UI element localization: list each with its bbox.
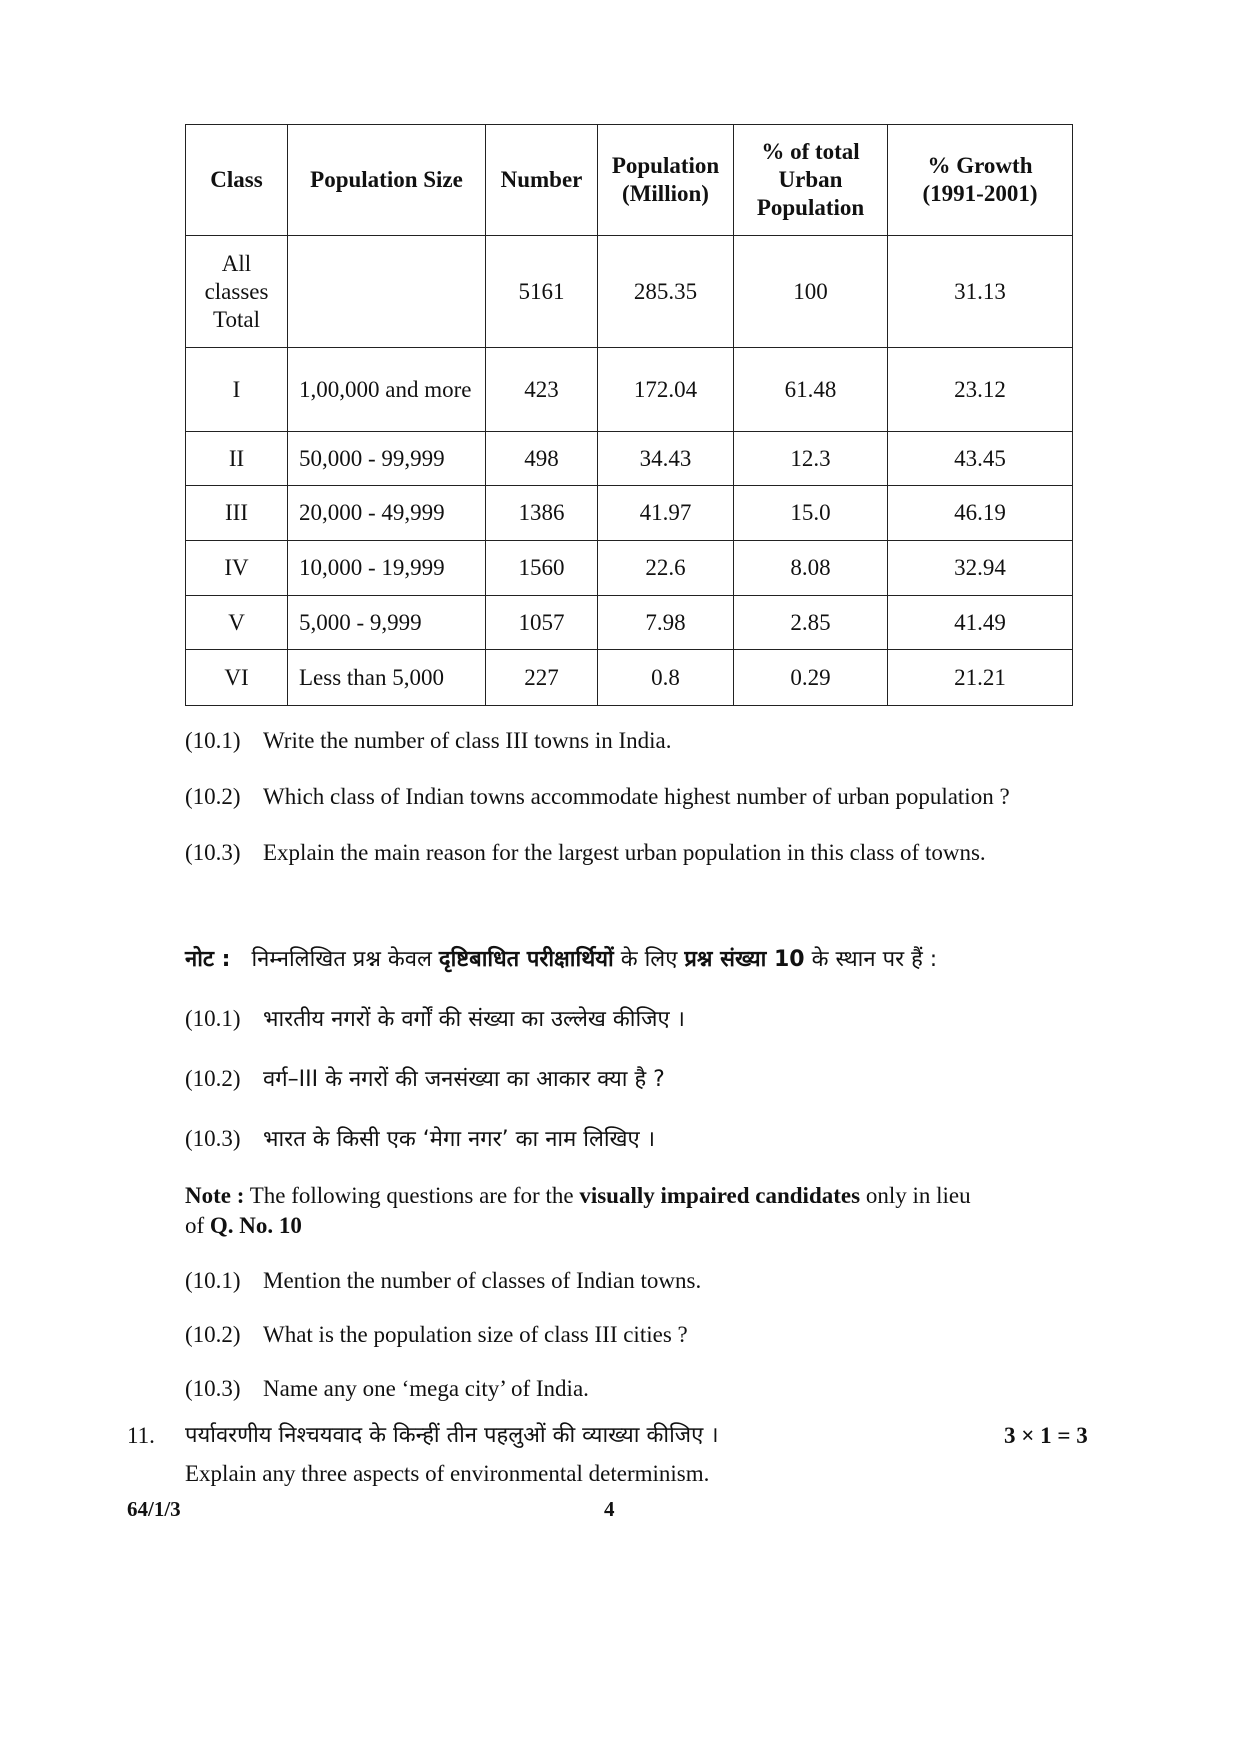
- english-note-label: Note :: [185, 1183, 245, 1208]
- table-row: [186, 486, 1073, 541]
- question-number: (10.2): [185, 1066, 241, 1091]
- table-cell: 1057: [486, 596, 598, 650]
- hindi-note-text-2: के लिए: [620, 947, 678, 972]
- table-cell: 10,000 - 19,999: [288, 541, 486, 596]
- question-11-english: Explain any three aspects of environmental determinism.: [185, 1461, 710, 1486]
- table-cell: Less than 5,000: [288, 650, 486, 706]
- question-10-1: [185, 726, 672, 756]
- table-cell: 46.19: [888, 486, 1073, 541]
- table-cell: 12.3: [734, 432, 888, 486]
- table-cell: 227: [486, 650, 598, 706]
- header-percent-growth: % Growth (1991-2001): [888, 125, 1073, 236]
- english-note-bold-2: Q. No. 10: [209, 1213, 302, 1238]
- table-cell: 0.29: [734, 650, 888, 706]
- question-number: (10.3): [185, 1126, 241, 1151]
- table-cell: III: [186, 486, 288, 541]
- table-cell: 31.13: [888, 236, 1073, 348]
- question-10-3: [185, 838, 986, 868]
- header-class: Class: [186, 125, 288, 236]
- question-number: (10.1): [185, 1268, 241, 1293]
- question-text: भारतीय नगरों के वर्गों की संख्या का उल्लेख कीजिए ।: [263, 1007, 686, 1032]
- table-cell: 423: [486, 348, 598, 432]
- hindi-question-10-2: [185, 1064, 665, 1095]
- question-text: भारत के किसी एक ‘मेगा नगर’ का नाम लिखिए ।: [263, 1127, 656, 1152]
- question-number: (10.3): [185, 1376, 241, 1401]
- urban-population-table: [185, 124, 1073, 706]
- header-percent-urban: % of total Urban Population: [734, 125, 888, 236]
- table-header-row: [186, 125, 1073, 236]
- table-cell: 20,000 - 49,999: [288, 486, 486, 541]
- table-cell: 285.35: [598, 236, 734, 348]
- table-cell: 22.6: [598, 541, 734, 596]
- question-number: (10.2): [185, 784, 241, 809]
- hindi-note-bold-2: प्रश्न संख्या 10: [684, 947, 805, 972]
- question-text: Mention the number of classes of Indian towns.: [263, 1268, 702, 1293]
- english-note-text-2: only in lieu: [865, 1183, 971, 1208]
- hindi-note: [185, 945, 937, 975]
- table-cell: V: [186, 596, 288, 650]
- question-11-hindi: पर्यावरणीय निश्चयवाद के किन्हीं तीन पहलुओं की व्याख्या कीजिए ।: [185, 1423, 719, 1448]
- table-cell: 34.43: [598, 432, 734, 486]
- table-cell: 5,000 - 9,999: [288, 596, 486, 650]
- table-row: [186, 596, 1073, 650]
- question-number: (10.1): [185, 728, 241, 753]
- question-number: (10.1): [185, 1006, 241, 1031]
- english-note: [185, 1181, 1065, 1241]
- question-text: Which class of Indian towns accommodate highest number of urban population ?: [263, 784, 1010, 809]
- paper-code: 64/1/3: [127, 1497, 181, 1521]
- question-text: What is the population size of class III cities ?: [263, 1322, 688, 1347]
- table-cell: 1560: [486, 541, 598, 596]
- table-cell: [288, 236, 486, 348]
- hindi-question-10-1: [185, 1004, 685, 1035]
- table-cell: 21.21: [888, 650, 1073, 706]
- question-11-marks: 3 × 1 = 3: [1004, 1423, 1088, 1448]
- table-cell: 8.08: [734, 541, 888, 596]
- question-number: (10.2): [185, 1322, 241, 1347]
- hindi-note-label: नोट :: [185, 947, 231, 972]
- question-11-number: 11.: [127, 1423, 155, 1448]
- table-cell: 2.85: [734, 596, 888, 650]
- table-cell: 15.0: [734, 486, 888, 541]
- table-row: [186, 236, 1073, 348]
- table-cell: 1386: [486, 486, 598, 541]
- table-row: [186, 541, 1073, 596]
- table-cell: 32.94: [888, 541, 1073, 596]
- table-row: [186, 348, 1073, 432]
- table-cell: 5161: [486, 236, 598, 348]
- hindi-note-text-3: के स्थान पर हैं :: [811, 947, 938, 972]
- vi-question-10-3: [185, 1374, 589, 1404]
- table-cell: 100: [734, 236, 888, 348]
- table-cell: 50,000 - 99,999: [288, 432, 486, 486]
- table-cell: VI: [186, 650, 288, 706]
- table-row: [186, 432, 1073, 486]
- table-cell: IV: [186, 541, 288, 596]
- question-text: Explain the main reason for the largest urban population in this class of towns.: [263, 840, 986, 865]
- question-text: Write the number of class III towns in India.: [263, 728, 672, 753]
- table-cell: All classes Total: [186, 236, 288, 348]
- question-text: Name any one ‘mega city’ of India.: [263, 1376, 589, 1401]
- table-cell: 43.45: [888, 432, 1073, 486]
- vi-question-10-2: [185, 1320, 688, 1350]
- vi-question-10-1: [185, 1266, 701, 1296]
- hindi-question-10-3: [185, 1124, 655, 1155]
- question-text: वर्ग–III के नगरों की जनसंख्या का आकार क्या है ?: [263, 1067, 665, 1092]
- table-cell: 498: [486, 432, 598, 486]
- table-cell: 61.48: [734, 348, 888, 432]
- english-note-bold-1: visually impaired candidates: [579, 1183, 861, 1208]
- table-cell: 0.8: [598, 650, 734, 706]
- hindi-note-bold-1: दृष्टिबाधित परीक्षार्थियों: [438, 947, 614, 972]
- header-population-size: Population Size: [288, 125, 486, 236]
- table-cell: 172.04: [598, 348, 734, 432]
- table-cell: 23.12: [888, 348, 1073, 432]
- hindi-note-text-1: निम्नलिखित प्रश्न केवल: [251, 947, 432, 972]
- table-cell: 7.98: [598, 596, 734, 650]
- table-cell: 1,00,000 and more: [288, 348, 486, 432]
- question-number: (10.3): [185, 840, 241, 865]
- header-population-million: Population (Million): [598, 125, 734, 236]
- table-row: [186, 650, 1073, 706]
- table-cell: I: [186, 348, 288, 432]
- table-cell: II: [186, 432, 288, 486]
- page-number: 4: [604, 1497, 615, 1521]
- english-note-text-3: of: [185, 1213, 205, 1238]
- table-cell: 41.49: [888, 596, 1073, 650]
- english-note-text-1: The following questions are for the: [249, 1183, 574, 1208]
- header-number: Number: [486, 125, 598, 236]
- table-cell: 41.97: [598, 486, 734, 541]
- question-10-2: [185, 782, 1010, 812]
